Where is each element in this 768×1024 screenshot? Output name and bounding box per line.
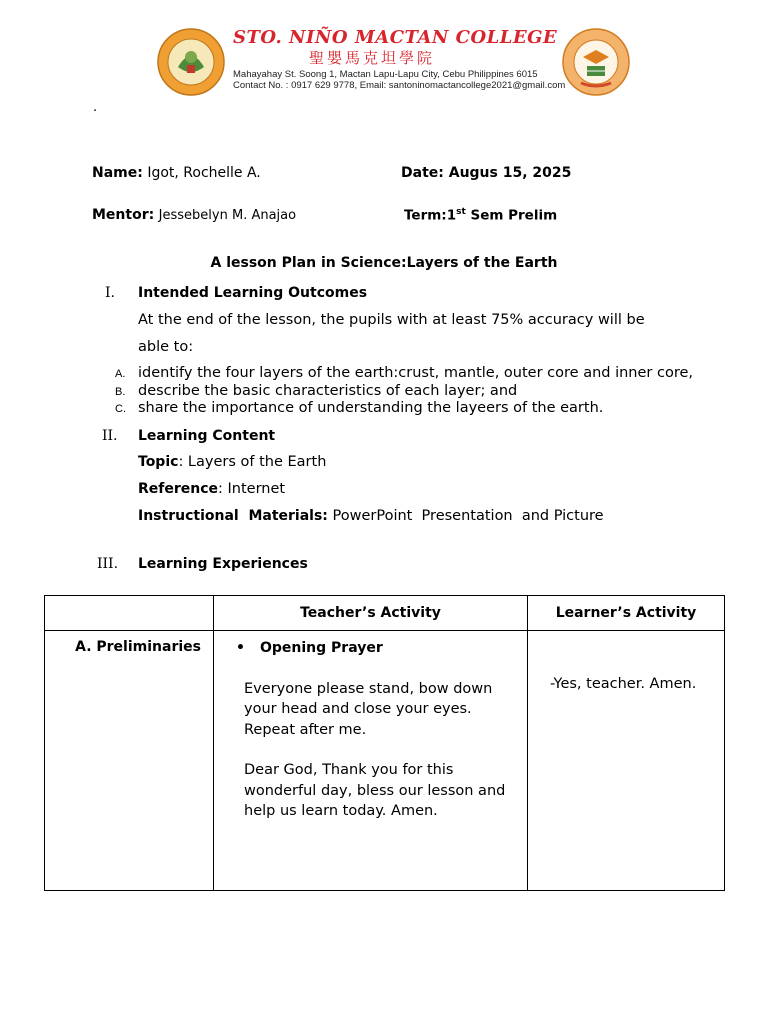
objective-letter: C. — [115, 403, 126, 415]
mentor-line — [92, 207, 296, 223]
college-name-chinese: 聖嬰馬克坦學院 — [309, 49, 436, 67]
stray-mark: . — [93, 100, 98, 115]
topic-line — [138, 454, 326, 470]
name-line — [92, 165, 261, 181]
topic-label: Topic — [138, 454, 179, 470]
mentor-label: Mentor: — [92, 207, 155, 223]
term-value: Sem Prelim — [470, 207, 558, 224]
learner-activity-cell: -Yes, teacher. Amen. — [528, 631, 725, 891]
reference-line — [138, 481, 285, 497]
materials-line — [138, 508, 604, 524]
date-value: Augus 15, 2025 — [448, 165, 572, 181]
opening-prayer-item — [236, 638, 515, 659]
outcomes-intro-line1: At the end of the lesson, the pupils with at least 75% accuracy will be — [138, 312, 645, 328]
objective-text: share the importance of understanding the layeers of the earth. — [138, 400, 604, 416]
name-value: Igot, Rochelle A. — [147, 165, 261, 181]
reference-value: : Internet — [218, 481, 286, 497]
section-iii-numeral: III. — [97, 556, 119, 572]
section-i-heading: Intended Learning Outcomes — [138, 285, 368, 301]
college-contact: Contact No. : 0917 629 9778, Email: santoninomactancollege2021@gmail.com — [233, 80, 566, 91]
opening-prayer-title: Opening Prayer — [260, 640, 383, 656]
objective-text: identify the four layers of the earth:crust, mantle, outer core and inner core, — [138, 365, 693, 381]
objective-text: describe the basic characteristics of each layer; and — [138, 383, 518, 399]
outcomes-intro-line2: able to: — [138, 339, 194, 355]
term-line — [404, 207, 557, 224]
term-label: Term: — [404, 207, 447, 224]
table-header-learner: Learner’s Activity — [528, 596, 725, 631]
section-ii-heading: Learning Content — [138, 428, 276, 444]
materials-value: PowerPoint Presentation and Picture — [327, 508, 604, 524]
table-header-teacher: Teacher’s Activity — [214, 596, 528, 631]
term-superscript: st — [456, 207, 466, 217]
reference-label: Reference — [138, 481, 219, 497]
date-line — [401, 165, 571, 181]
college-address: Mahayahay St. Soong 1, Mactan Lapu-Lapu City, Cebu Philippines 6015 — [233, 69, 538, 80]
teacher-activity-cell — [214, 631, 528, 891]
date-label: Date: — [401, 165, 444, 181]
objective-letter: A. — [115, 368, 126, 380]
name-label: Name: — [92, 165, 143, 181]
section-i-numeral: I. — [105, 285, 115, 301]
section-iii-heading: Learning Experiences — [138, 556, 308, 572]
learning-experiences-table — [44, 595, 725, 891]
teacher-instruction: Everyone please stand, bow down your head and close your eyes. Repeat after me. — [244, 680, 493, 738]
college-seal-left — [156, 27, 226, 97]
college-seal-right — [561, 27, 631, 97]
term-number: 1 — [446, 207, 457, 224]
plan-title: A lesson Plan in Science:Layers of the Earth — [210, 255, 558, 271]
topic-value: : Layers of the Earth — [178, 454, 327, 470]
objective-letter: B. — [115, 386, 126, 398]
table-header-blank — [45, 596, 214, 631]
table-row — [45, 631, 725, 891]
table-header-row — [45, 596, 725, 631]
bullet-icon: • — [236, 640, 245, 656]
materials-label: Instructional Materials: — [138, 508, 328, 524]
row-label-preliminaries: A. Preliminaries — [45, 631, 214, 891]
mentor-value: Jessebelyn M. Anajao — [158, 208, 297, 223]
section-ii-numeral: II. — [102, 428, 118, 444]
teacher-prayer: Dear God, Thank you for this wonderful day, bless our lesson and help us learn today. Amen. — [244, 762, 506, 819]
college-name: STO. NIÑO MACTAN COLLEGE — [233, 27, 558, 48]
